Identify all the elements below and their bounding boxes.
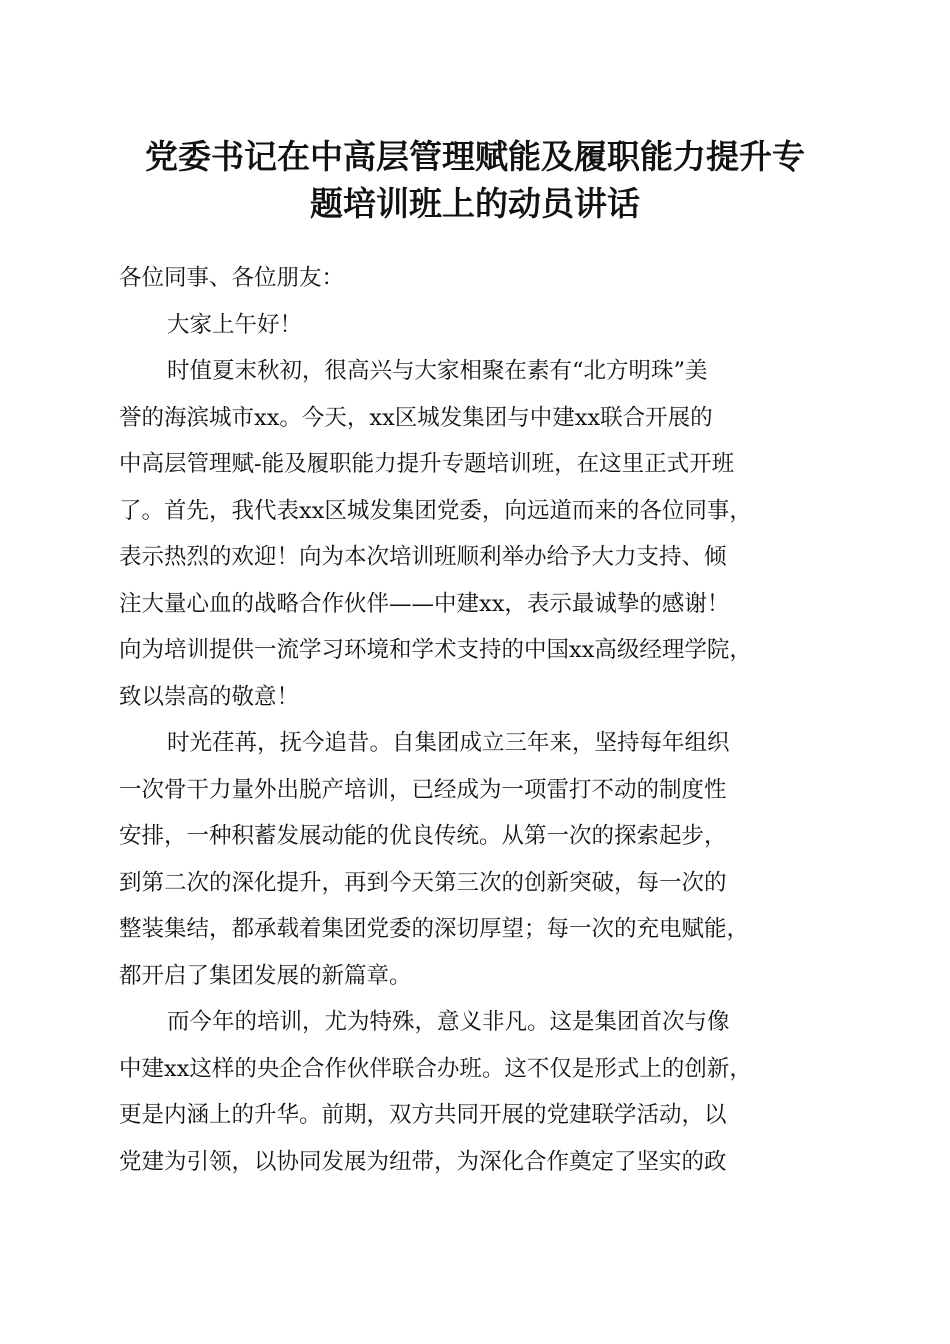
paragraph-line: 党建为引领，以协同发展为纽带，为深化合作奠定了坚实的政 bbox=[119, 1148, 727, 1175]
paragraph-line: 整装集结，都承载着集团党委的深切厚望；每一次的充电赋能， bbox=[119, 916, 750, 942]
document-title bbox=[100, 133, 850, 227]
paragraph-line: 都开启了集团发展的新篇章。 bbox=[119, 962, 412, 989]
title-line-1: 党委书记在中高层管理赋能及履职能力提升专 bbox=[145, 137, 805, 176]
paragraph-line: 更是内涵上的升华。前期，双方共同开展的党建联学活动，以 bbox=[119, 1102, 727, 1128]
salutation: 各位同事、各位朋友： bbox=[119, 265, 345, 291]
paragraph-line: 到第二次的深化提升，再到今天第三次的创新突破，每一次的 bbox=[119, 869, 727, 896]
paragraph-line: 一次骨干力量外出脱产培训，已经成为一项雷打不动的制度性 bbox=[119, 776, 727, 803]
greeting: 大家上午好！ bbox=[167, 311, 303, 338]
paragraph-line: 中建xx这样的央企合作伙伴联合办班。这不仅是形式上的创新， bbox=[119, 1055, 752, 1082]
paragraph-line: 而今年的培训，尤为特殊，意义非凡。这是集团首次与像 bbox=[167, 1009, 730, 1035]
paragraph-line: 誉的海滨城市xx。今天，xx区城发集团与中建xx联合开展的 bbox=[119, 404, 713, 431]
paragraph-line: 表示热烈的欢迎！向为本次培训班顺利举办给予大力支持、倾 bbox=[119, 544, 727, 570]
paragraph-line: 致以崇高的敬意！ bbox=[119, 683, 300, 710]
title-line-2: 题培训班上的动员讲话 bbox=[310, 184, 640, 223]
paragraph-line: 安排，一种积蓄发展动能的优良传统。从第一次的探索起步， bbox=[119, 823, 727, 849]
document-body bbox=[119, 255, 839, 1185]
paragraph-line: 时值夏末秋初，很高兴与大家相聚在素有“北方明珠”美 bbox=[167, 358, 708, 384]
paragraph-line: 中高层管理赋-能及履职能力提升专题培训班，在这里正式开班 bbox=[119, 451, 735, 477]
paragraph-line: 注大量心血的战略合作伙伴——中建xx，表示最诚挚的感谢！ bbox=[119, 590, 730, 617]
paragraph-line: 向为培训提供一流学习环境和学术支持的中国xx高级经理学院， bbox=[119, 637, 752, 663]
paragraph-line: 了。首先，我代表xx区城发集团党委，向远道而来的各位同事， bbox=[119, 497, 752, 524]
paragraph-line: 时光荏苒，抚今追昔。自集团成立三年来，坚持每年组织 bbox=[167, 730, 730, 756]
